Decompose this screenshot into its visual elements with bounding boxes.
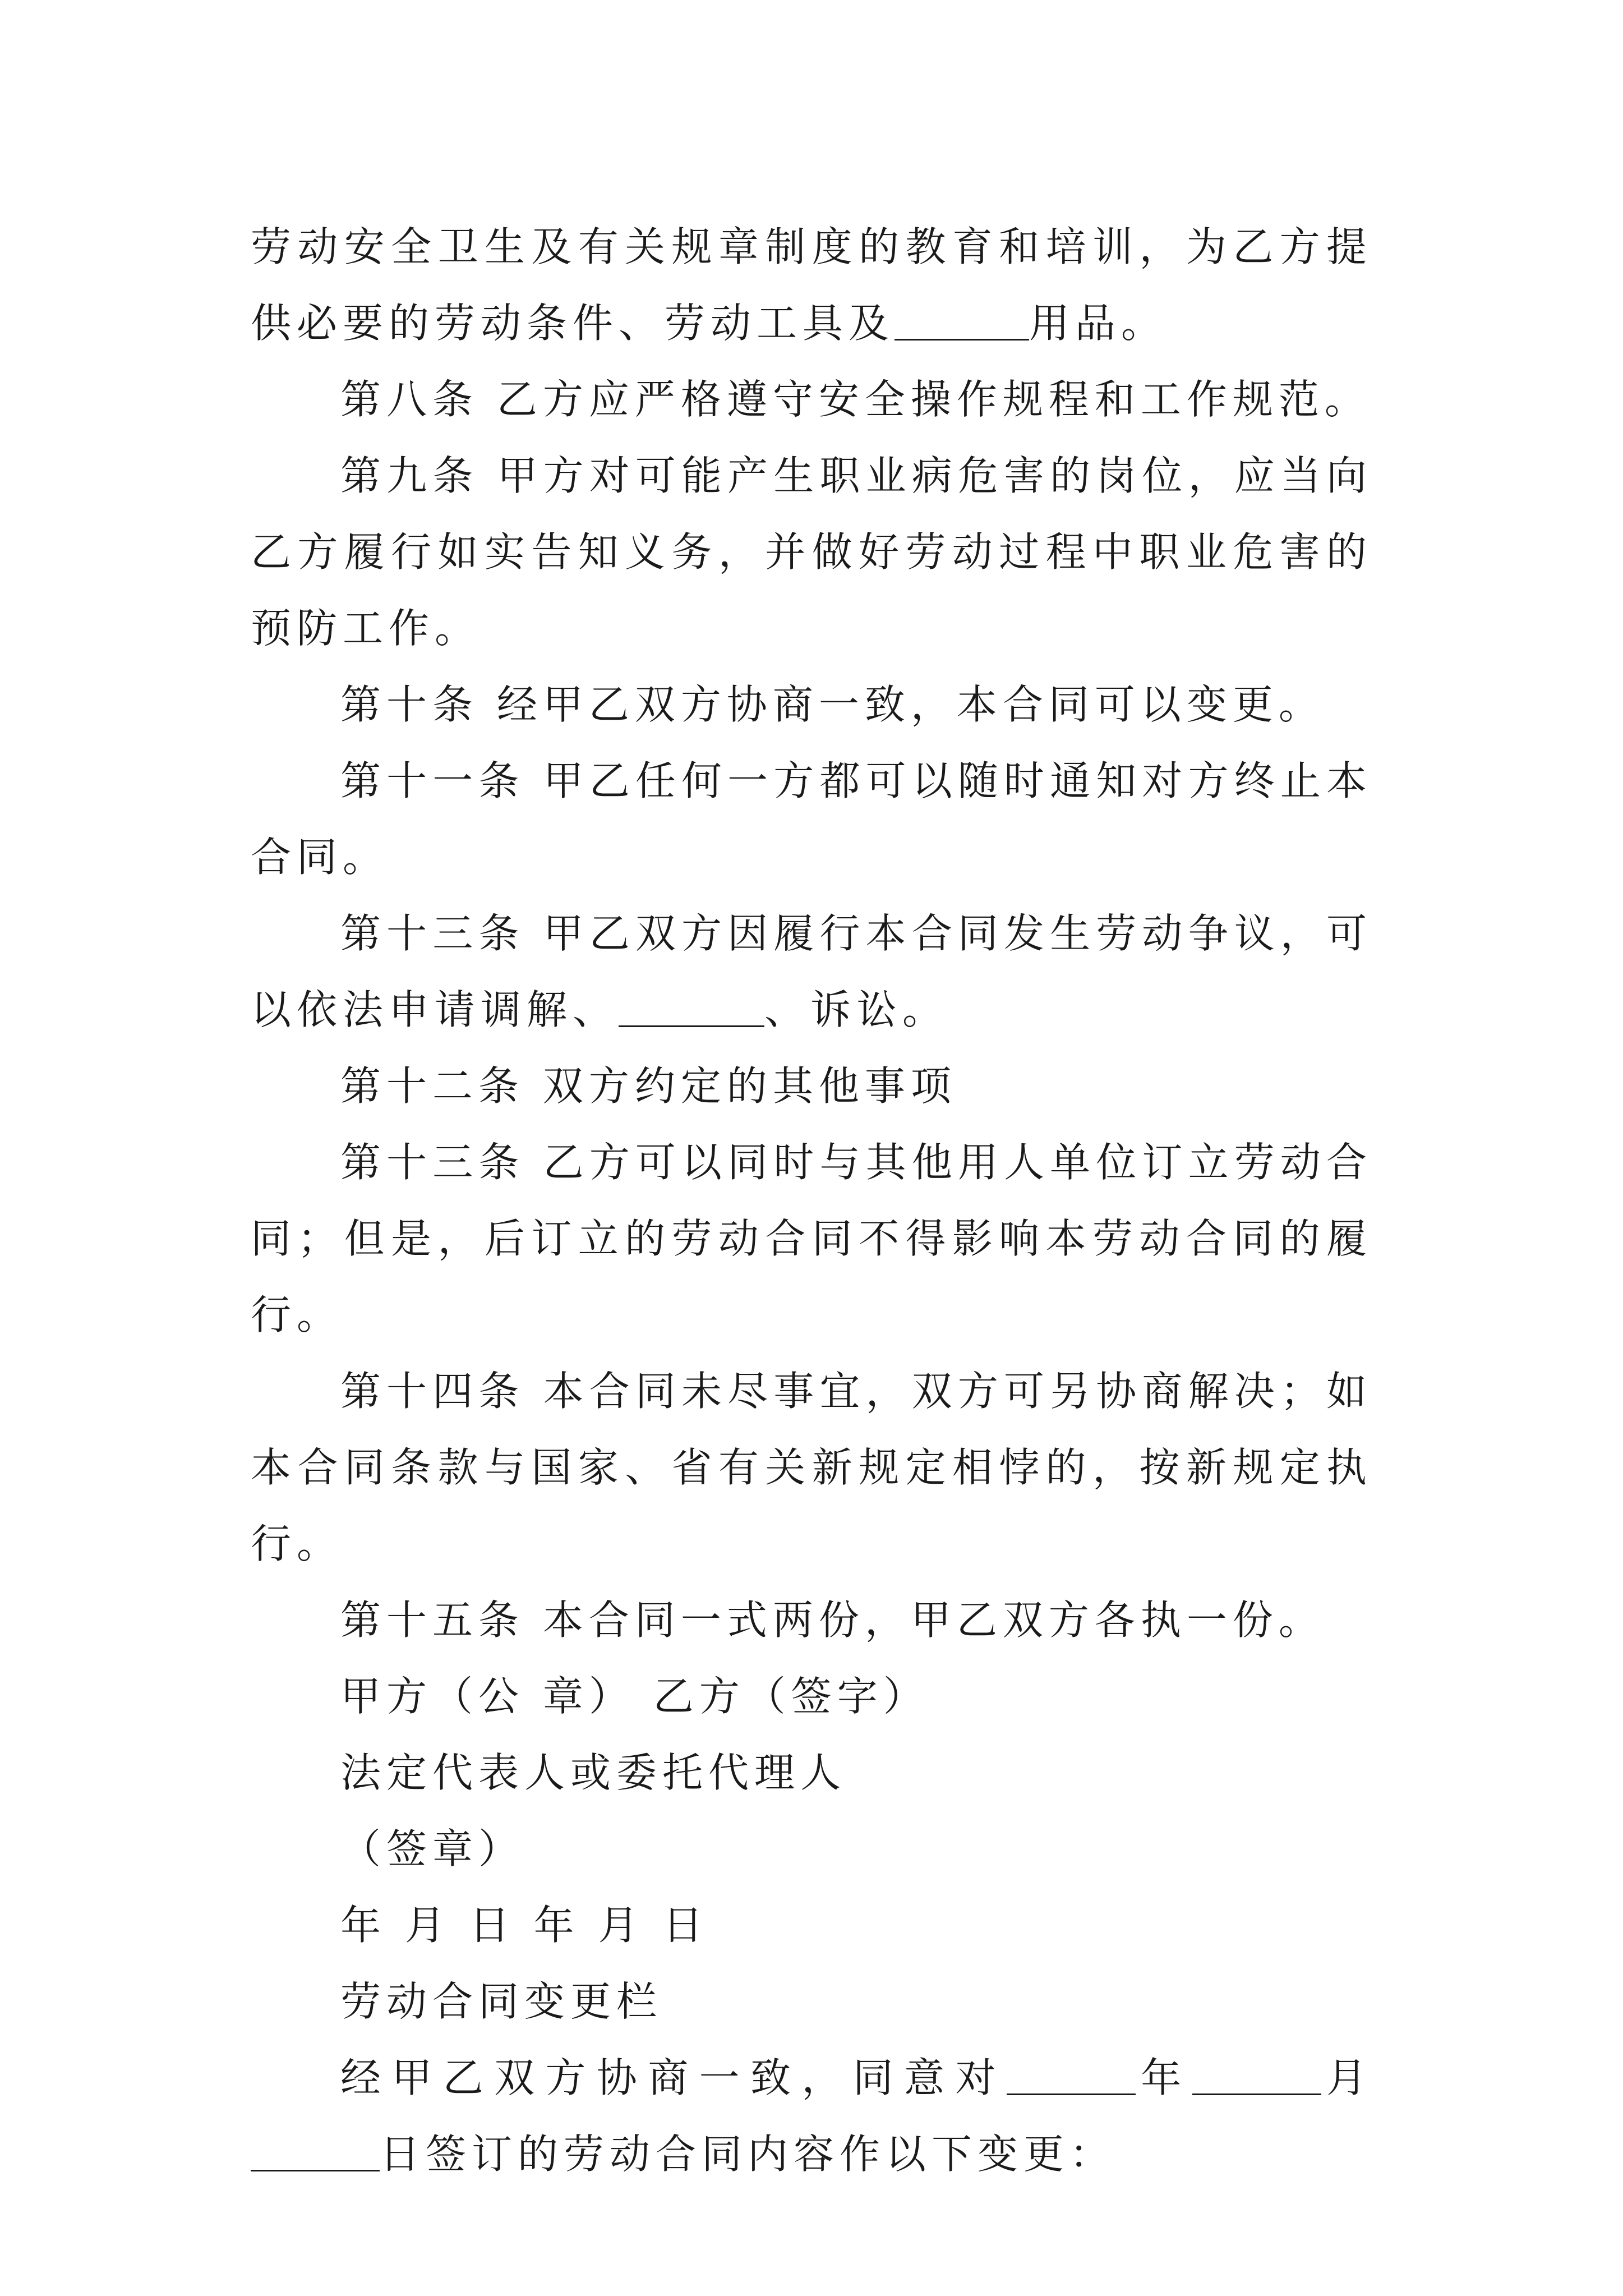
contract-body	[251, 209, 1372, 2192]
dispute-text-end: 、诉讼。	[764, 986, 949, 1033]
year-label: 年	[1135, 2054, 1192, 2101]
change-section-text	[251, 2040, 1372, 2192]
dispute-text: 第十三条 甲乙双方因履行本合同发生劳动争议，可以依法申请调解、	[251, 910, 1372, 1033]
month-label: 月	[1321, 2054, 1372, 2101]
seal-line: （签章）	[340, 1825, 525, 1872]
year-blank	[1007, 2053, 1136, 2095]
article-14: 第十四条 本合同未尽事宜，双方可另协商解决；如本合同条款与国家、省有关新规定相悖的，按新规定执行。	[251, 1368, 1372, 1567]
month-blank	[1192, 2053, 1321, 2095]
dispute-method-blank	[619, 985, 764, 1027]
article-12: 第十二条 双方约定的其他事项	[340, 1062, 957, 1110]
day-blank	[251, 2129, 380, 2171]
article-13-employment: 第十三条 乙方可以同时与其他用人单位订立劳动合同；但是，后订立的劳动合同不得影响本劳动合同的履行。	[251, 1139, 1372, 1338]
training-text: 劳动安全卫生及有关规章制度的教育和培训，为乙方提供必要的劳动条件、劳动工具及	[251, 223, 1372, 347]
article-9: 第九条 甲方对可能产生职业病危害的岗位，应当向乙方履行如实告知义务，并做好劳动过程中职业危害的预防工作。	[251, 452, 1372, 652]
training-text-end: 用品。	[1029, 300, 1168, 347]
paragraph-training	[251, 209, 1372, 361]
article-8: 第八条 乙方应严格遵守安全操作规程和工作规范。	[340, 376, 1371, 423]
article-13-dispute	[251, 895, 1372, 1048]
article-10: 第十条 经甲乙双方协商一致，本合同可以变更。	[340, 681, 1325, 728]
article-15: 第十五条 本合同一式两份，甲乙双方各执一份。	[340, 1596, 1325, 1644]
change-intro: 经甲乙双方协商一致，同意对	[340, 2054, 1007, 2101]
article-11: 第十一条 甲乙任何一方都可以随时通知对方终止本合同。	[251, 757, 1372, 881]
date-line: 年 月 日 年 月 日	[340, 1902, 709, 1949]
equipment-blank	[895, 298, 1029, 341]
change-section-heading: 劳动合同变更栏	[340, 1978, 663, 2025]
representative-line: 法定代表人或委托代理人	[340, 1749, 847, 1796]
party-signature-line: 甲方（公 章） 乙方（签字）	[340, 1673, 929, 1720]
change-text-end: 日签订的劳动合同内容作以下变更：	[380, 2131, 1116, 2178]
